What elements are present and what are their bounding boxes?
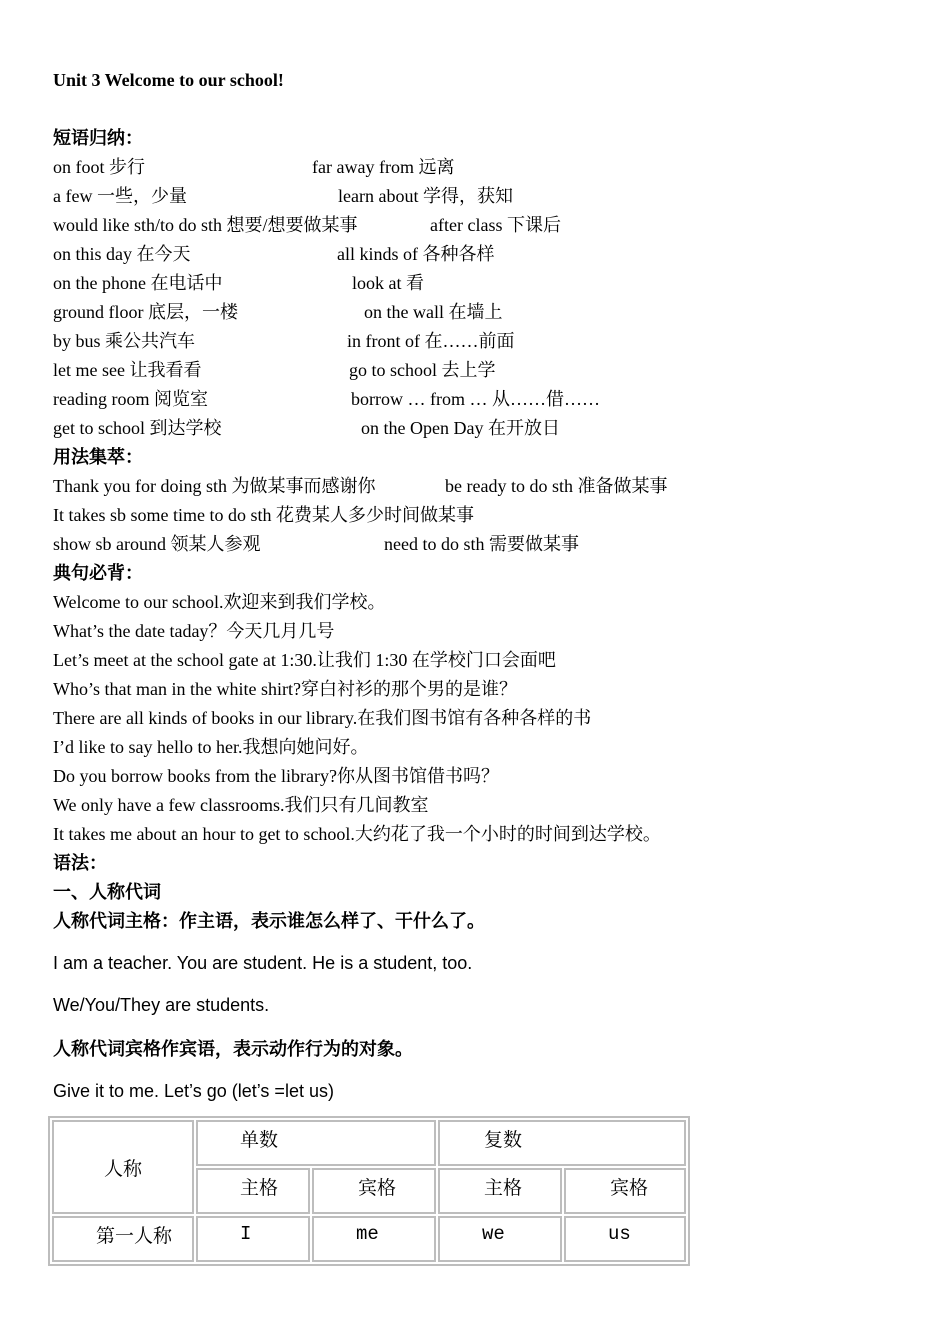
table-header-pl-subject: 主格 bbox=[438, 1168, 562, 1214]
table-header-plural: 复数 bbox=[438, 1120, 686, 1166]
table-cell: us bbox=[564, 1216, 686, 1262]
phrase-row: let me see 让我看看 go to school 去上学 bbox=[53, 360, 496, 380]
pronoun-heading: 一、人称代词 bbox=[53, 882, 161, 902]
object-case-heading: 人称代词宾格作宾语，表示动作行为的对象。 bbox=[53, 1039, 413, 1059]
sentence-line: I’d like to say hello to her.我想向她问好。 bbox=[53, 737, 369, 757]
phrase-row: on the phone 在电话中 look at 看 bbox=[53, 273, 424, 293]
grammar-heading: 语法： bbox=[53, 853, 107, 873]
sentence-line: Let’s meet at the school gate at 1:30.让我们 1:30 在学校门口会面吧 bbox=[53, 650, 556, 670]
phrase-row: by bus 乘公共汽车 in front of 在……前面 bbox=[53, 331, 515, 351]
usage-row: Thank you for doing sth 为做某事而感谢你 be ready to do sth 准备做某事 bbox=[53, 476, 668, 496]
table-cell: me bbox=[312, 1216, 436, 1262]
usage-row: It takes sb some time to do sth 花费某人多少时间做某事 bbox=[53, 505, 474, 525]
subject-case-heading: 人称代词主格：作主语，表示谁怎么样了、干什么了。 bbox=[53, 911, 485, 931]
table-header-person: 人称 bbox=[52, 1120, 194, 1214]
sentence-line: There are all kinds of books in our library.在我们图书馆有各种各样的书 bbox=[53, 708, 592, 728]
example-line: We/You/They are students. bbox=[53, 995, 270, 1015]
sentences-heading: 典句必背： bbox=[53, 563, 143, 583]
table-header-pl-object: 宾格 bbox=[564, 1168, 686, 1214]
table-header-sg-object: 宾格 bbox=[312, 1168, 436, 1214]
example-line: I am a teacher. You are student. He is a student, too. bbox=[53, 953, 473, 973]
sentence-line: Do you borrow books from the library?你从图书馆借书吗？ bbox=[53, 766, 499, 786]
phrase-row: reading room 阅览室 borrow … from … 从……借…… bbox=[53, 389, 600, 409]
table-header-singular: 单数 bbox=[196, 1120, 436, 1166]
usage-row: show sb around 领某人参观 need to do sth 需要做某事 bbox=[53, 534, 579, 554]
table-cell: we bbox=[438, 1216, 562, 1262]
table-cell: I bbox=[196, 1216, 310, 1262]
sentence-line: What’s the date taday？今天几月几号 bbox=[53, 621, 335, 641]
document-title: Unit 3 Welcome to our school! bbox=[53, 70, 284, 90]
table-header-sg-subject: 主格 bbox=[196, 1168, 310, 1214]
usage-heading: 用法集萃： bbox=[53, 447, 143, 467]
phrase-row: a few 一些，少量 learn about 学得，获知 bbox=[53, 186, 513, 206]
phrase-row: on this day 在今天 all kinds of 各种各样 bbox=[53, 244, 495, 264]
sentence-line: It takes me about an hour to get to school.大约花了我一个小时的时间到达学校。 bbox=[53, 824, 661, 844]
sentence-line: Welcome to our school.欢迎来到我们学校。 bbox=[53, 592, 386, 612]
phrase-row: get to school 到达学校 on the Open Day 在开放日 bbox=[53, 418, 560, 438]
table-row: 第一人称 bbox=[52, 1216, 194, 1262]
sentence-line: We only have a few classrooms.我们只有几间教室 bbox=[53, 795, 429, 815]
phrase-row: would like sth/to do sth 想要/想要做某事 after class 下课后 bbox=[53, 215, 561, 235]
phrase-row: on foot 步行 far away from 远离 bbox=[53, 157, 455, 177]
sentence-line: Who’s that man in the white shirt?穿白衬衫的那个男的是谁？ bbox=[53, 679, 517, 699]
example-line: Give it to me. Let’s go (let’s =let us) bbox=[53, 1081, 334, 1101]
phrases-heading: 短语归纳： bbox=[53, 128, 143, 148]
phrase-row: ground floor 底层，一楼 on the wall 在墙上 bbox=[53, 302, 503, 322]
